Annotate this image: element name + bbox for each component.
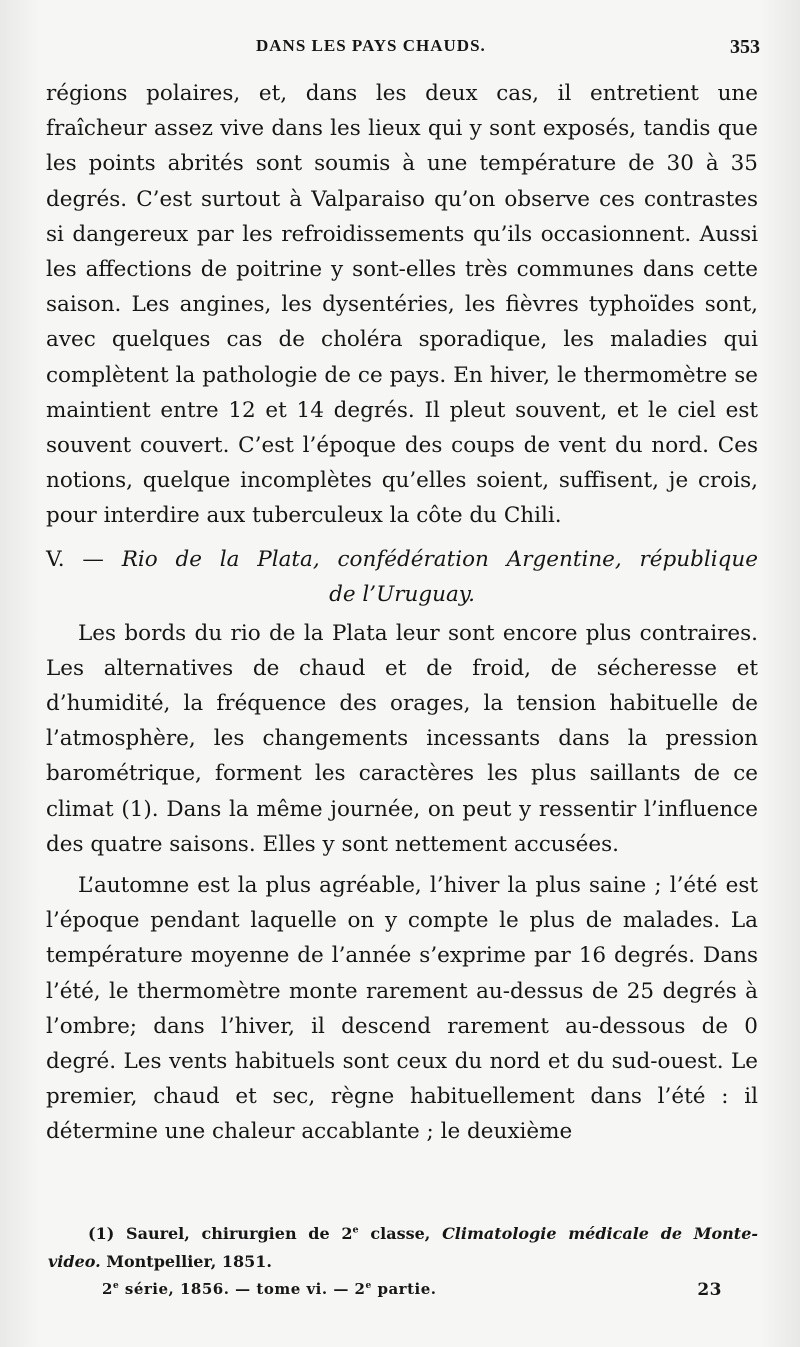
section-number: V. [46,546,65,572]
footnote-line1 [48,1220,758,1248]
signature-series-rest: série, 1856. — tome vi. — 2 [124,1280,366,1298]
signature-part-rest: partie. [377,1280,437,1298]
sheet-number: 23 [697,1280,722,1300]
signature-part-sup: e [365,1281,372,1291]
footnote [48,1220,758,1276]
section-heading-line1 [46,542,758,577]
signature-series [102,1280,436,1298]
paragraph-seasons: L’automne est la plus agréable, l’hiver la plus saine ; l’été est l’époque pendant laquelle on y compte le plus de malades. La température moyenne de l’année s’exprime par 16 degrés. Dans l’été, le thermomètre monte rarement au-dessus de 25 degrés à l’ombre; dans l’hiver, il descend rarement au-dessous de 0 degré. Les vents habituels sont ceux du nord et du sud-ouest. Le premier, chaud et sec, règne habituellement dans l’été : il détermine une chaleur accablante ; le deuxième [46,873,758,1145]
footnote-author-rest: classe, [370,1224,431,1243]
signature-series-sup: e [112,1281,120,1291]
page-header [48,36,760,66]
section-dash: — [82,546,104,572]
section-heading-line2 [46,577,758,612]
signature-series-number: 2 [102,1280,113,1298]
section-title-line2: de l’Uruguay. [329,581,475,607]
footnote-publisher: Montpellier, 1851. [106,1252,272,1271]
footnote-title-part2: video. [48,1252,101,1271]
running-head: DANS LES PAYS CHAUDS. [256,36,486,55]
footnote-author-sup: e [352,1224,359,1236]
section-title-line1: Rio de la Plata, confédération Argentine, république [121,546,758,572]
section-heading [46,542,758,612]
printer-signature [102,1280,722,1308]
footnote-title-part1: Climatologie médicale de Monte- [442,1224,759,1243]
paragraph-chili: régions polaires, et, dans les deux cas, il entretient une fraîcheur assez vive dans les lieux qui y sont exposés, tandis que les points abrités sont soumis à une température de 30 à 35 degrés. C’est surtout à Valparaiso qu’on observe ces contrastes si dangereux par les refroidissements qu’ils occasionnent. Aussi les affections de poitrine y sont-elles très communes dans cette saison. Les angines, les dysentéries, les fièvres typhoïdes sont, avec quelques cas de choléra sporadique, les maladies qui complètent la pathologie de ce pays. En hiver, le thermomètre se maintient entre 12 et 14 degrés. Il pleut souvent, et le ciel est souvent couvert. C’est l’époque des coups de vent du nord. Ces notions, quelque incomplètes qu’elles soient, suffisent, je crois, pour interdire aux tuberculeux la côte du Chili. [46,81,758,529]
paragraph-plata: Les bords du rio de la Plata leur sont encore plus contraires. Les alternatives de chaud et de froid, de sécheresse et d’humidité, la fréquence des orages, la tension habituelle de l’atmosphère, les changements incessants dans la pression barométrique, forment les caractères les plus saillants de ce climat (1). Dans la même journée, on peut y ressentir l’influence des quatre saisons. Elles y sont nettement accusées. [46,620,758,857]
page-number: 353 [730,36,760,58]
body-text [46,76,758,1150]
footnote-line2 [48,1252,272,1271]
footnote-author: Saurel, chirurgien de 2 [126,1224,353,1243]
footnote-marker: (1) [88,1224,115,1243]
